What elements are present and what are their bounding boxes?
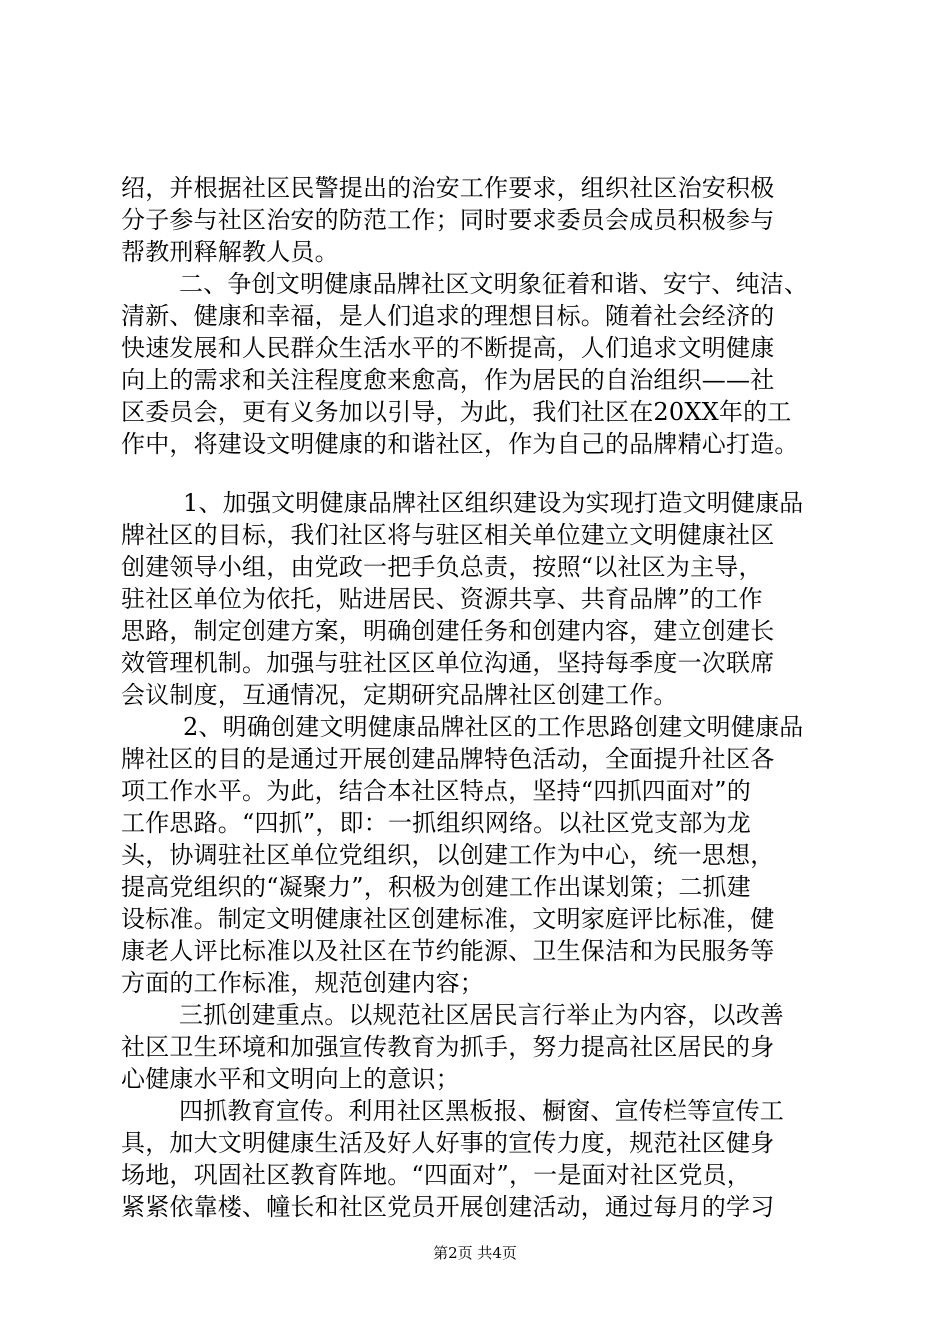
text-line: 绍，并根据社区民警提出的治安工作要求，组织社区治安积极 — [121, 174, 775, 202]
text-line: 紧紧依靠楼、幢长和社区党员开展创建活动，通过每月的学习 — [121, 1193, 775, 1221]
text-line: 区委员会，更有义务加以引导，为此，我们社区在20XX年的工 — [121, 398, 792, 426]
text-line: 头，协调驻社区单位党组织，以创建工作为中心，统一思想， — [121, 841, 775, 869]
document-body — [121, 172, 841, 1223]
text-line: 向上的需求和关注程度愈来愈高，作为居民的自治组织——社 — [121, 366, 775, 394]
text-line: 会议制度，互通情况，定期研究品牌社区创建工作。 — [121, 681, 678, 709]
text-line: 三抓创建重点。以规范社区居民言行举止为内容，以改善 — [179, 1001, 784, 1029]
text-line: 具，加大文明健康生活及好人好事的宣传力度，规范社区健身 — [121, 1129, 775, 1157]
paragraph-gap — [121, 460, 841, 487]
text-line: 帮教刑释解教人员。 — [121, 238, 339, 266]
text-line: 社区卫生环境和加强宣传教育为抓手，努力提高社区居民的身 — [121, 1033, 775, 1061]
text-line: 心健康水平和文明向上的意识； — [121, 1065, 460, 1093]
text-line: 分子参与社区治安的防范工作；同时要求委员会成员积极参与 — [121, 206, 775, 234]
text-line: 快速发展和人民群众生活水平的不断提高，人们追求文明健康 — [121, 334, 775, 362]
text-line: 创建领导小组，由党政一把手负总责，按照“以社区为主导， — [121, 553, 763, 581]
text-line: 1、加强文明健康品牌社区组织建设为实现打造文明健康品 — [183, 489, 804, 517]
text-line: 二、争创文明健康品牌社区文明象征着和谐、安宁、纯洁、 — [179, 270, 809, 298]
text-line: 清新、健康和幸福，是人们追求的理想目标。随着社会经济的 — [121, 302, 775, 330]
text-line: 康老人评比标准以及社区在节约能源、卫生保洁和为民服务等 — [121, 937, 775, 965]
text-line: 项工作水平。为此，结合本社区特点，坚持“四抓四面对”的 — [121, 777, 751, 805]
text-line: 驻社区单位为依托，贴进居民、资源共享、共育品牌”的工作 — [121, 585, 763, 613]
text-line: 场地，巩固社区教育阵地。“四面对”，一是面对社区党员， — [121, 1161, 751, 1189]
text-line: 提高党组织的“凝聚力”，积极为创建工作出谋划策；二抓建 — [121, 873, 751, 901]
text-line: 效管理机制。加强与驻社区区单位沟通，坚持每季度一次联席 — [121, 649, 775, 677]
text-line: 牌社区的目的是通过开展创建品牌特色活动，全面提升社区各 — [121, 745, 775, 773]
text-line: 作中，将建设文明健康的和谐社区，作为自己的品牌精心打造。 — [121, 430, 799, 458]
page-footer: 第2页 共4页 — [433, 1244, 517, 1262]
text-line: 四抓教育宣传。利用社区黑板报、橱窗、宣传栏等宣传工 — [179, 1097, 784, 1125]
text-line: 方面的工作标准，规范创建内容； — [121, 969, 484, 997]
text-line: 牌社区的目标，我们社区将与驻区相关单位建立文明健康社区 — [121, 521, 775, 549]
text-line: 设标准。制定文明健康社区创建标准，文明家庭评比标准，健 — [121, 905, 775, 933]
text-line: 思路，制定创建方案，明确创建任务和创建内容，建立创建长 — [121, 617, 775, 645]
text-line: 工作思路。“四抓”，即：一抓组织网络。以社区党支部为龙 — [121, 809, 751, 837]
text-line: 2、明确创建文明健康品牌社区的工作思路创建文明健康品 — [183, 713, 804, 741]
